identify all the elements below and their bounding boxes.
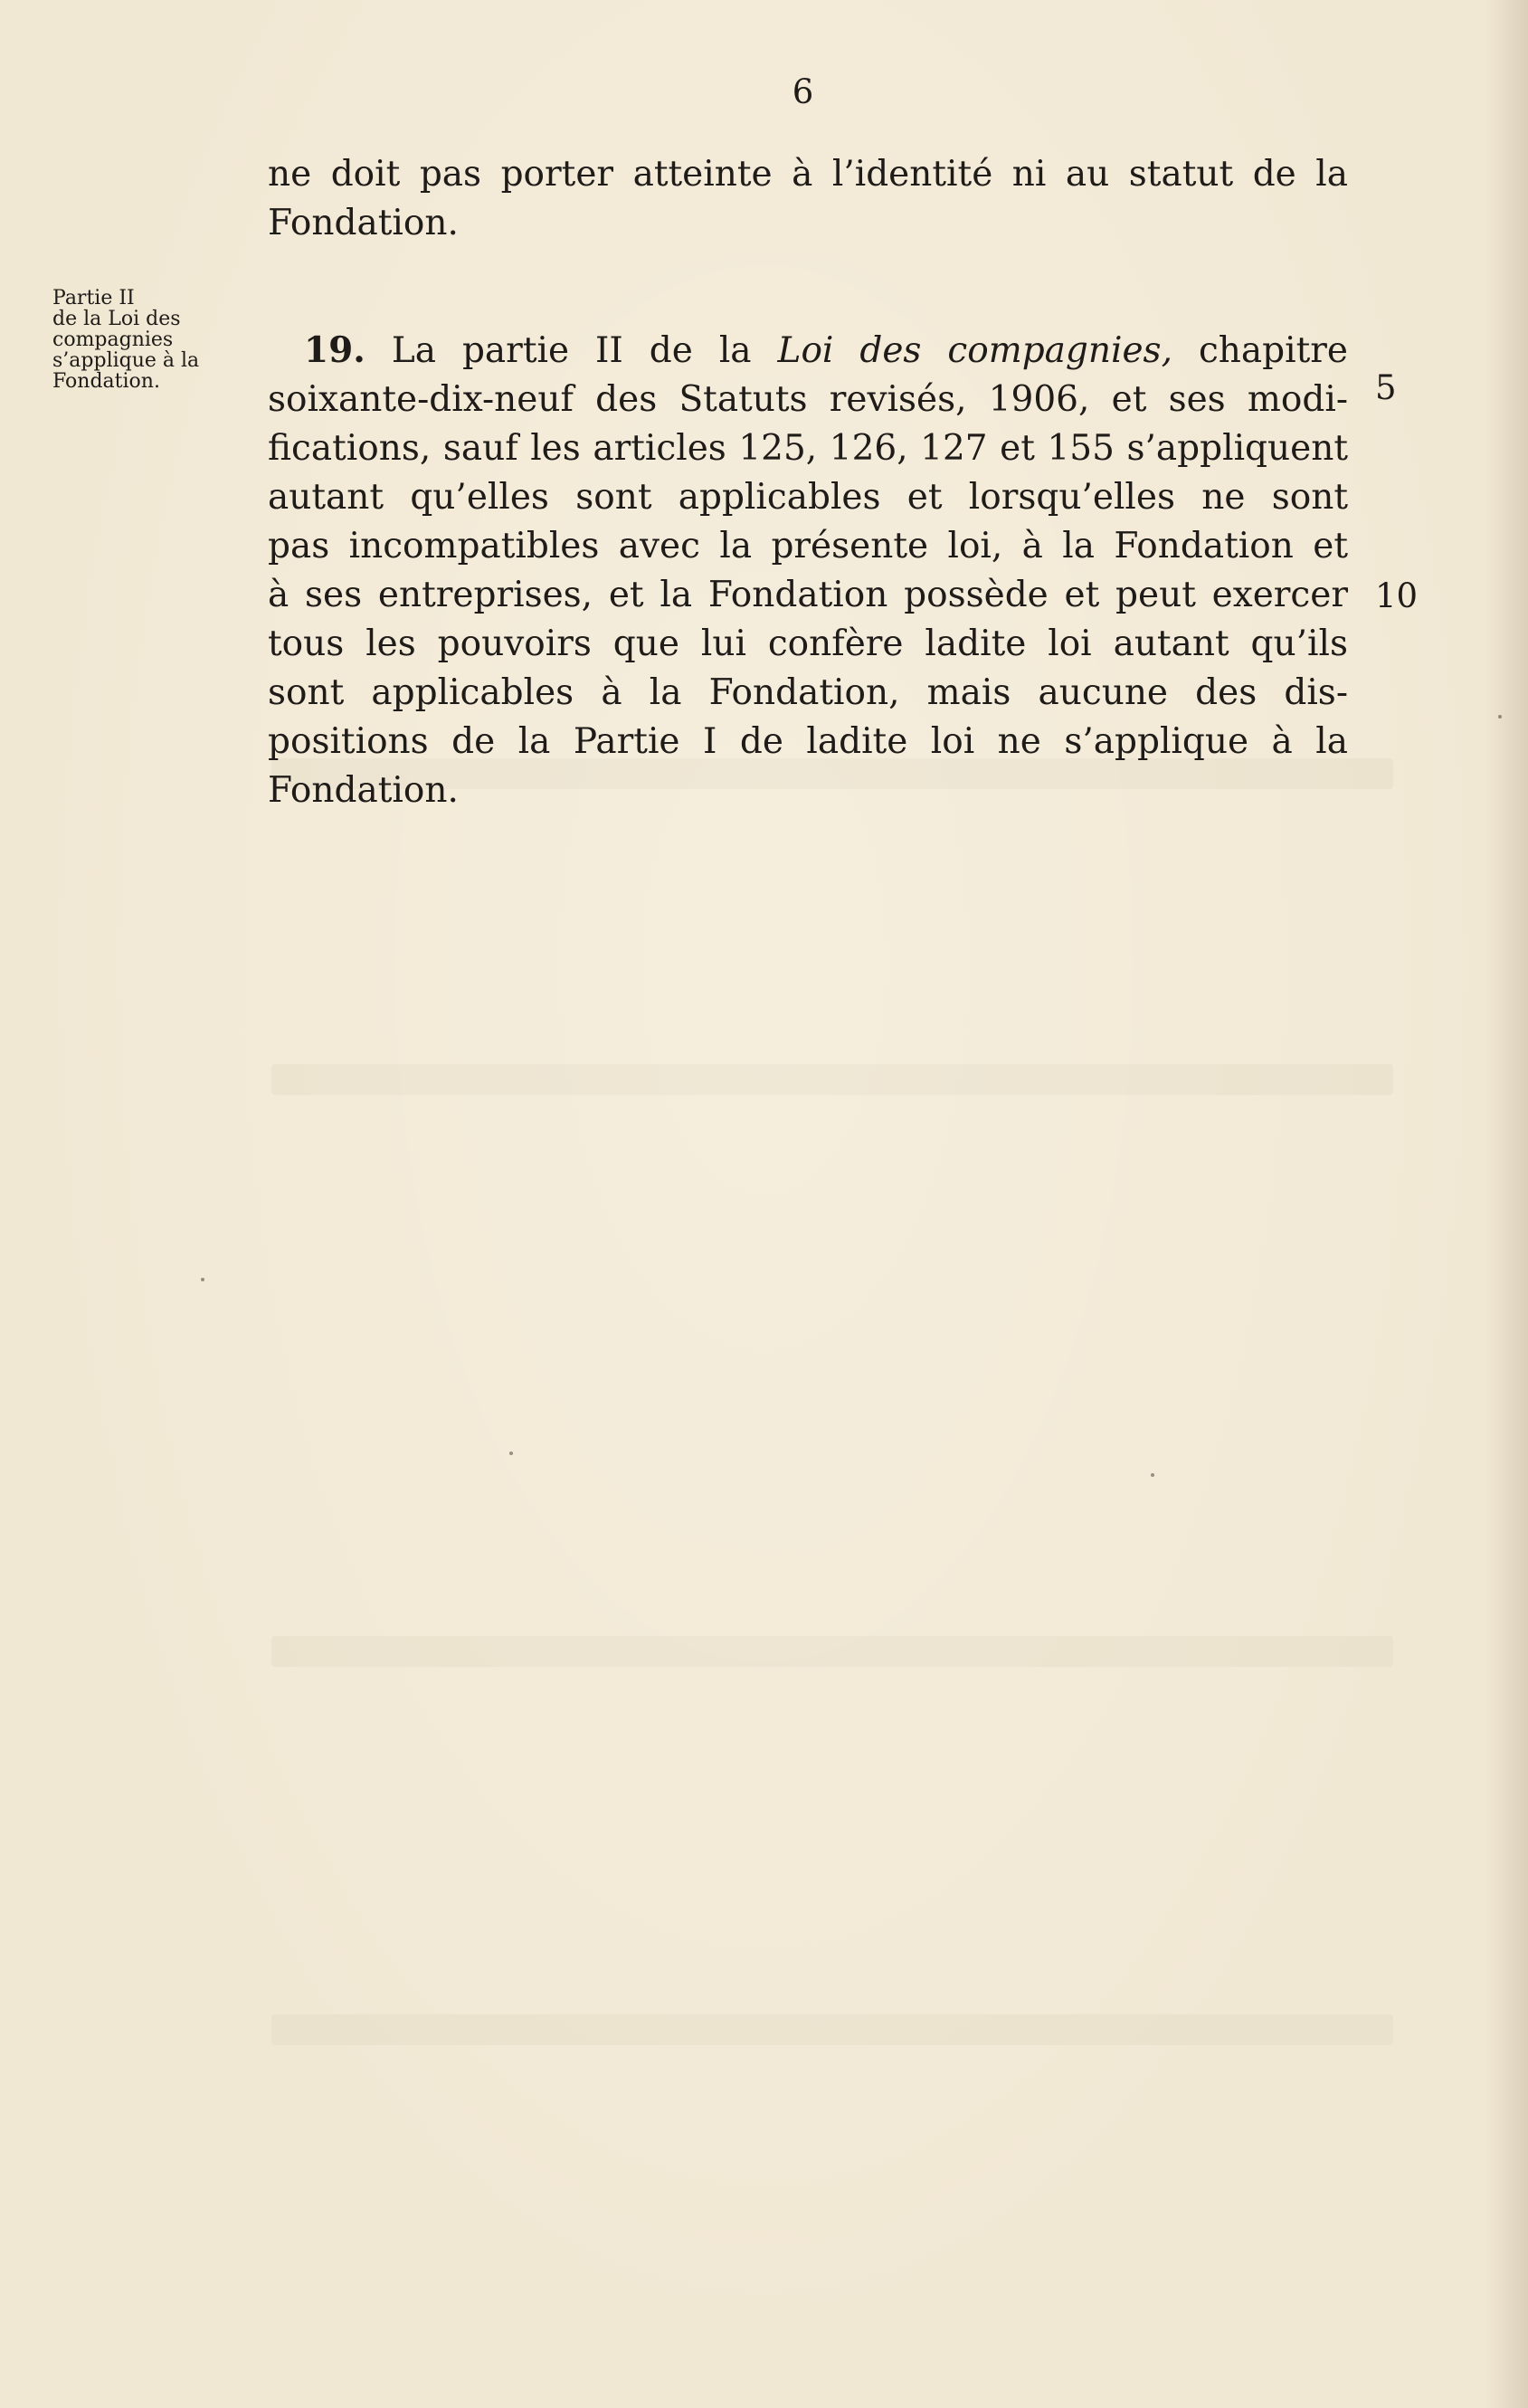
margin-note-line: compagnies bbox=[52, 328, 174, 351]
section-19-paragraph bbox=[268, 326, 1348, 815]
section-number: 19. bbox=[304, 329, 365, 371]
margin-note-line: de la Loi des bbox=[52, 308, 181, 330]
paper-speck bbox=[1498, 715, 1502, 719]
main-text-column bbox=[268, 150, 1348, 815]
text-fragment: La partie II de la bbox=[391, 330, 752, 371]
paper-speck bbox=[201, 1278, 204, 1281]
margin-note-partie-ii bbox=[52, 288, 262, 392]
show-through-line bbox=[271, 1636, 1393, 1667]
continuation-paragraph bbox=[268, 150, 1348, 248]
text-fragment: chapitre bbox=[1198, 330, 1349, 371]
margin-note-line: Fondation. bbox=[52, 370, 160, 393]
text-line: positions de la Partie I de ladite loi ne s’applique à la bbox=[268, 721, 1348, 762]
show-through-line bbox=[271, 1064, 1393, 1095]
text-line: ne doit pas porter atteinte à l’identité ni au statut de la bbox=[268, 154, 1348, 195]
text-line: à ses entreprises, et la Fondation possède et peut exercer bbox=[268, 575, 1348, 615]
statute-title: Loi des compagnies, bbox=[777, 330, 1172, 371]
text-line: tous les pouvoirs que lui confère ladite loi autant qu’ils bbox=[268, 623, 1348, 664]
text-line: soixante-dix-neuf des Statuts revisés, 1906, et ses modi- bbox=[268, 379, 1348, 420]
text-line: sont applicables à la Fondation, mais aucune des dis- bbox=[268, 672, 1348, 713]
paper-speck bbox=[509, 1451, 513, 1455]
text-line: fications, sauf les articles 125, 126, 127 et 155 s’appliquent bbox=[268, 428, 1348, 469]
text-line: Fondation. bbox=[268, 770, 459, 811]
show-through-line bbox=[271, 2014, 1393, 2045]
text-line: Fondation. bbox=[268, 203, 459, 243]
section-spacer bbox=[268, 248, 1348, 326]
margin-note-line: s’applique à la bbox=[52, 349, 200, 372]
page-number: 6 bbox=[792, 72, 814, 111]
text-line: autant qu’elles sont applicables et lorsqu’elles ne sont bbox=[268, 477, 1348, 518]
text-line bbox=[268, 326, 1348, 376]
line-number: 10 bbox=[1375, 576, 1419, 615]
text-line: pas incompatibles avec la présente loi, à la Fondation et bbox=[268, 526, 1348, 566]
line-number: 5 bbox=[1375, 368, 1397, 407]
margin-note-line: Partie II bbox=[52, 287, 135, 309]
paper-speck bbox=[1151, 1473, 1154, 1477]
